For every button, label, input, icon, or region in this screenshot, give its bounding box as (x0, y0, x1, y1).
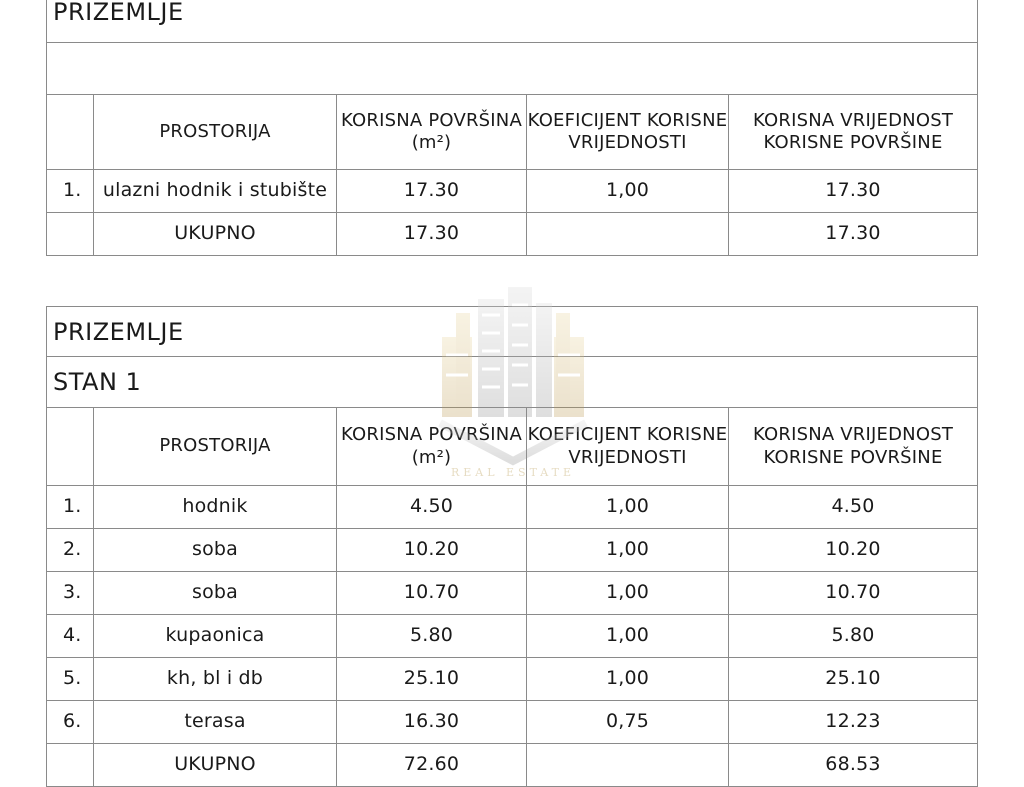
header-value: KORISNA VRIJEDNOST KORISNE POVRŠINE (729, 95, 978, 170)
room-coefficient: 1,00 (527, 529, 729, 572)
row-number: 6. (47, 701, 94, 744)
table-row (47, 572, 978, 615)
table-row (47, 615, 978, 658)
room-coefficient: 1,00 (527, 658, 729, 701)
table-title: PRIZEMLJE (47, 0, 978, 43)
row-number: 3. (47, 572, 94, 615)
room-value: 10.20 (729, 529, 978, 572)
room-coefficient: 1,00 (527, 615, 729, 658)
table-subtitle-row (47, 357, 978, 408)
table-title-row (47, 307, 978, 357)
total-label: UKUPNO (94, 744, 337, 787)
apartment-label: STAN 1 (47, 357, 978, 408)
room-name: ulazni hodnik i stubište (94, 170, 337, 213)
room-area: 10.70 (337, 572, 527, 615)
room-area: 5.80 (337, 615, 527, 658)
table-row (47, 701, 978, 744)
room-coefficient: 0,75 (527, 701, 729, 744)
table-row (47, 658, 978, 701)
header-room: PROSTORIJA (94, 408, 337, 486)
table-title-row (47, 0, 978, 43)
header-coefficient: KOEFICIJENT KORISNE VRIJEDNOSTI (527, 95, 729, 170)
room-area: 10.20 (337, 529, 527, 572)
area-table-apartment-1 (46, 306, 978, 787)
header-row (47, 95, 978, 170)
watermark-text: REAL ESTATE (450, 466, 576, 479)
room-coefficient: 1,00 (527, 486, 729, 529)
room-area: 16.30 (337, 701, 527, 744)
total-row (47, 744, 978, 787)
table-row (47, 529, 978, 572)
room-name: kupaonica (94, 615, 337, 658)
room-coefficient: 1,00 (527, 170, 729, 213)
header-value: KORISNA VRIJEDNOST KORISNE POVRŠINE (729, 408, 978, 486)
row-number: 4. (47, 615, 94, 658)
header-area: KORISNA POVRŠINA (m²) (337, 95, 527, 170)
room-value: 12.23 (729, 701, 978, 744)
room-name: soba (94, 529, 337, 572)
total-label: UKUPNO (94, 213, 337, 256)
header-area: KORISNA POVRŠINA (m²) (337, 408, 527, 486)
room-area: 25.10 (337, 658, 527, 701)
room-name: terasa (94, 701, 337, 744)
room-area: 4.50 (337, 486, 527, 529)
room-value: 4.50 (729, 486, 978, 529)
table-row (47, 486, 978, 529)
room-value: 25.10 (729, 658, 978, 701)
room-name: kh, bl i db (94, 658, 337, 701)
row-number: 2. (47, 529, 94, 572)
room-value: 17.30 (729, 170, 978, 213)
room-value: 5.80 (729, 615, 978, 658)
total-area: 72.60 (337, 744, 527, 787)
total-area: 17.30 (337, 213, 527, 256)
total-row (47, 213, 978, 256)
table-row (47, 170, 978, 213)
table-title: PRIZEMLJE (47, 307, 978, 357)
area-table-ground-floor (46, 0, 978, 256)
room-name: soba (94, 572, 337, 615)
room-value: 10.70 (729, 572, 978, 615)
header-room: PROSTORIJA (94, 95, 337, 170)
room-area: 17.30 (337, 170, 527, 213)
room-coefficient: 1,00 (527, 572, 729, 615)
empty-row (47, 43, 978, 95)
total-value: 68.53 (729, 744, 978, 787)
total-value: 17.30 (729, 213, 978, 256)
header-coefficient: KOEFICIJENT KORISNE VRIJEDNOSTI (527, 408, 729, 486)
row-number: 1. (47, 486, 94, 529)
row-number: 5. (47, 658, 94, 701)
room-name: hodnik (94, 486, 337, 529)
row-number: 1. (47, 170, 94, 213)
